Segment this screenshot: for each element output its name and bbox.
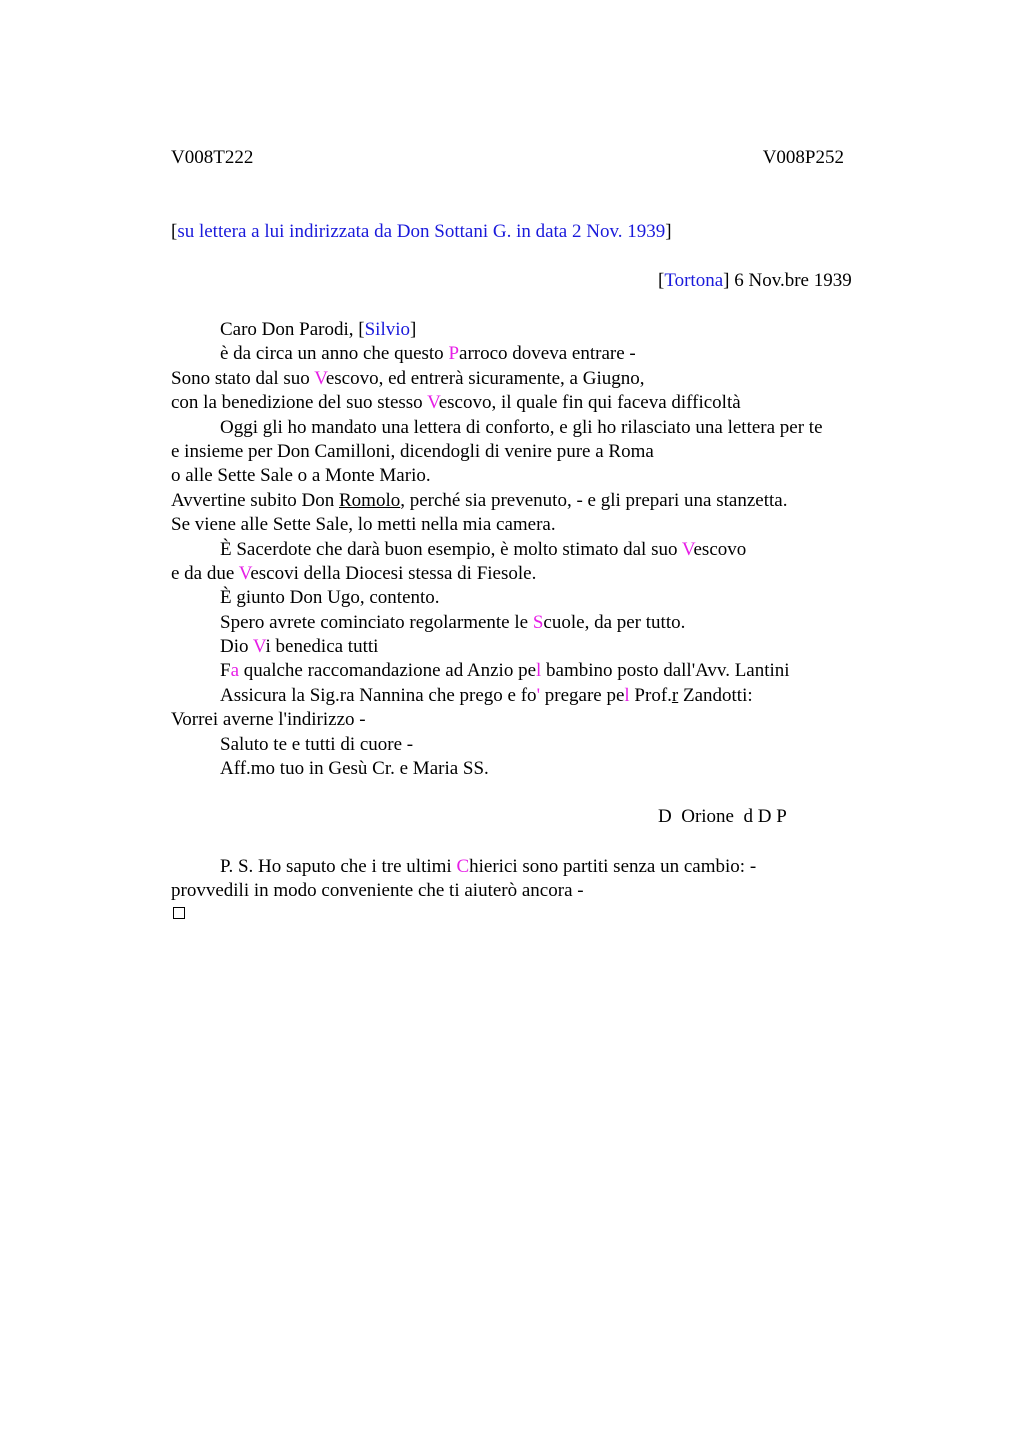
letter-line <box>171 391 881 415</box>
letter-line <box>171 489 881 513</box>
text-run: qualche raccomandazione ad Anzio pe <box>239 660 537 682</box>
corrected-letter: V <box>314 367 326 389</box>
salutation <box>171 318 881 342</box>
underlined-name: Romolo <box>339 489 401 511</box>
text-run: È Sacerdote che darà buon esempio, è molto stimato dal suo <box>220 538 682 560</box>
editorial-name: Silvio <box>364 319 410 340</box>
letter-line <box>171 659 881 683</box>
text-run: arroco doveva entrare - <box>459 343 636 365</box>
underlined-letter: r <box>671 684 679 706</box>
text-run: Caro Don Parodi, [ <box>220 319 365 340</box>
text-run: i benedica tutti <box>265 636 379 658</box>
corrected-letter: V <box>681 538 694 560</box>
corrected-letter: V <box>238 562 251 584</box>
postscript-line: provvedili in modo conveniente che ti aiuterò ancora - <box>171 880 584 902</box>
letter-line <box>171 611 881 635</box>
letter-line: o alle Sette Sale o a Monte Mario. <box>171 465 431 487</box>
corrected-letter: C <box>456 856 470 877</box>
corrected-letter: l <box>536 660 542 682</box>
letter-line <box>171 562 881 586</box>
editorial-note <box>171 221 672 243</box>
bracket-close: ] <box>665 221 672 242</box>
text-run: hierici sono partiti senza un cambio: - <box>469 856 757 877</box>
letter-line: È giunto Don Ugo, contento. <box>220 587 440 609</box>
letter-line <box>171 684 881 708</box>
text-run: P. S. Ho saputo che i tre ultimi <box>220 856 457 877</box>
corrected-letter: l <box>624 684 630 706</box>
corrected-letter: a <box>230 660 240 682</box>
letter-line: Se viene alle Sette Sale, lo metti nella mia camera. <box>171 514 556 536</box>
corrected-letter: P <box>448 343 460 365</box>
volume-page-code: V008P252 <box>762 147 844 168</box>
text-run: escovo <box>693 538 747 560</box>
letter-line: Oggi gli ho mandato una lettera di conforto, e gli ho rilasciato una lettera per te <box>220 416 823 438</box>
text-run: è da circa un anno che questo <box>220 343 449 365</box>
letter-line <box>171 367 881 391</box>
corrected-letter: V <box>427 392 439 414</box>
text-run: pregare pe <box>540 684 625 706</box>
corrected-letter: V <box>252 636 266 658</box>
bracket-open: [ <box>658 270 665 291</box>
text-run: Dio <box>220 636 253 658</box>
closing-line: Aff.mo tuo in Gesù Cr. e Maria SS. <box>220 758 489 780</box>
text-run: F <box>220 660 231 682</box>
postscript-line <box>171 855 881 879</box>
text-run: Prof. <box>629 684 672 706</box>
text-run: bambino posto dall'Avv. Lantini <box>541 660 790 682</box>
bracket-open: [ <box>171 221 178 242</box>
letter-line: Vorrei averne l'indirizzo - <box>171 709 366 731</box>
dateline <box>658 270 852 292</box>
text-run: , perché sia prevenuto, - e gli prepari una stanzetta. <box>400 489 788 511</box>
signature: D Orione d D P <box>658 806 787 827</box>
dateline-place: Tortona <box>664 270 724 291</box>
text-run: Sono stato dal suo <box>171 367 315 389</box>
letter-line: Saluto te e tutti di cuore - <box>220 733 414 755</box>
corrected-letter: ' <box>536 684 540 706</box>
text-run: escovo, il quale fin qui faceva difficoltà <box>438 392 741 414</box>
text-run: e da due <box>171 562 239 584</box>
text-run: Spero avrete cominciato regolarmente le <box>220 611 533 633</box>
letter-line <box>171 538 881 562</box>
bracket-close: ] <box>723 270 730 291</box>
letter-body <box>171 318 881 781</box>
letter-line <box>171 342 881 366</box>
dateline-date: 6 Nov.bre 1939 <box>729 270 852 291</box>
corrected-letter: S <box>532 611 544 633</box>
text-run: escovi della Diocesi stessa di Fiesole. <box>250 562 537 584</box>
text-run: escovo, ed entrerà sicuramente, a Giugno, <box>325 367 645 389</box>
document-codes <box>171 147 844 171</box>
text-run: Zandotti: <box>678 684 753 706</box>
volume-text-code: V008T222 <box>171 147 254 168</box>
text-run: con la benedizione del suo stesso <box>171 392 428 414</box>
letter-line <box>171 635 881 659</box>
text-run: Assicura la Sig.ra Nannina che prego e fo <box>220 684 537 706</box>
letter-line: e insieme per Don Camilloni, dicendogli di venire pure a Roma <box>171 440 654 462</box>
postscript <box>171 855 881 904</box>
text-run: Avvertine subito Don <box>171 489 339 511</box>
editorial-note-text: su lettera a lui indirizzata da Don Sottani G. in data 2 Nov. 1939 <box>177 221 666 242</box>
text-run: cuole, da per tutto. <box>543 611 686 633</box>
end-of-document-box-icon <box>173 907 185 919</box>
text-run: ] <box>410 319 417 340</box>
